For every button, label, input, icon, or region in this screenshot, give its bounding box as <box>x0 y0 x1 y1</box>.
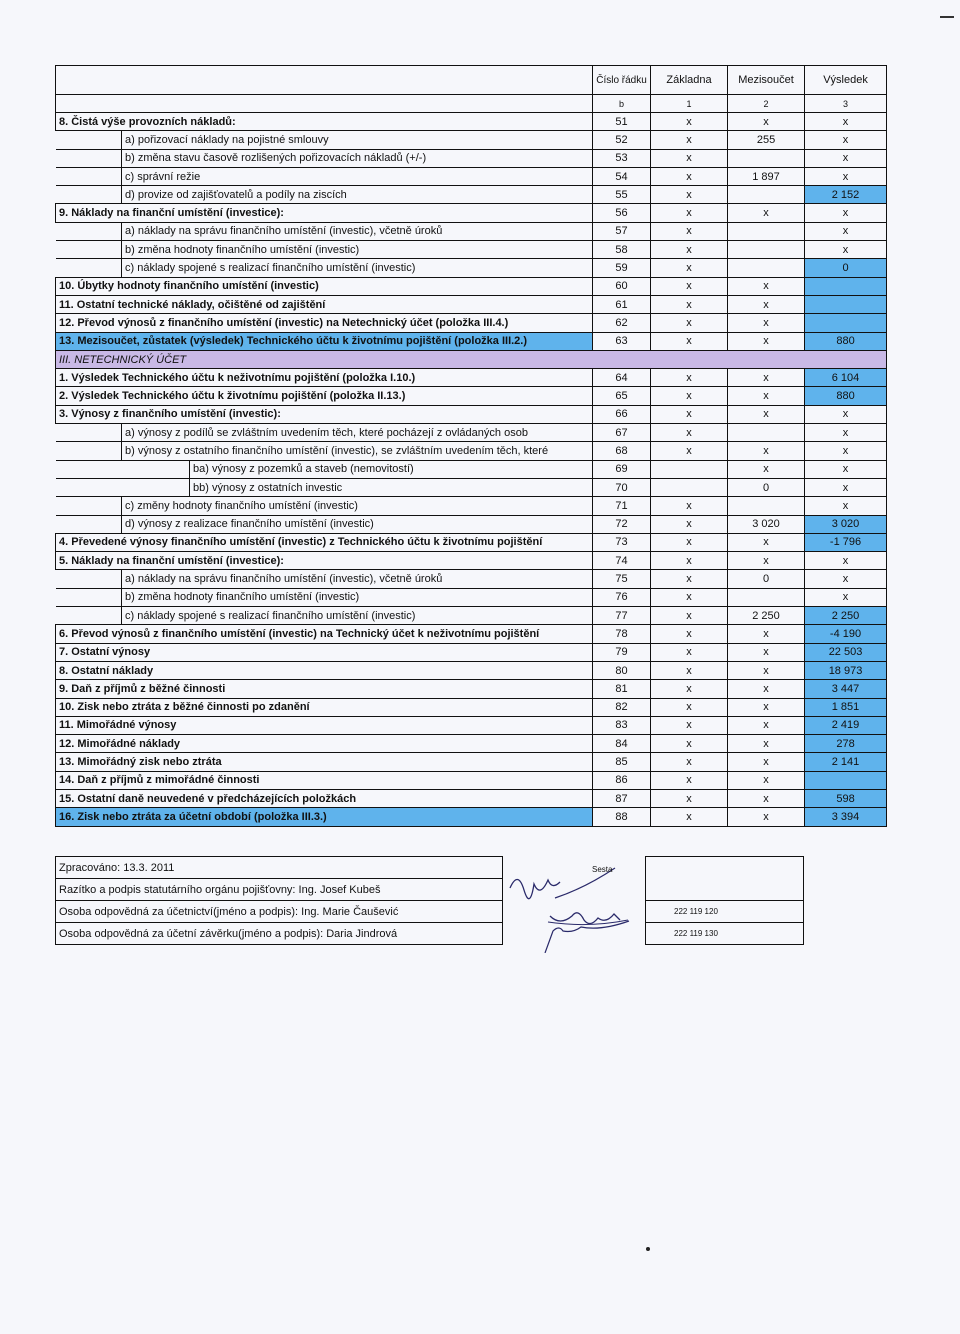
row-label: 3. Výnosy z finančního umístění (investic): <box>56 405 593 423</box>
vysledek-cell: x <box>805 552 887 570</box>
table-row <box>56 771 887 789</box>
indent-cell <box>56 131 122 149</box>
closing-person: Osoba odpovědná za účetní závěrku(jméno a podpis): Daria Jindrová <box>56 923 503 945</box>
row-label: ba) výnosy z pozemků a staveb (nemovitostí) <box>190 460 593 478</box>
handwritten-signatures <box>500 858 650 953</box>
vysledek-cell: 1 851 <box>805 698 887 716</box>
column-number-row <box>56 95 887 113</box>
zakladna-cell: x <box>651 204 728 222</box>
row-label: 9. Daň z příjmů z běžné činnosti <box>56 680 593 698</box>
row-label: c) náklady spojené s realizací finančního umístění (investic) <box>122 259 593 277</box>
statutory-body-signature: Razítko a podpis statutárního orgánu pojišťovny: Ing. Josef Kubeš <box>56 879 503 901</box>
section-row <box>56 350 887 368</box>
mezisoucet-cell <box>728 424 805 442</box>
zakladna-cell: x <box>651 241 728 259</box>
row-label: a) náklady na správu finančního umístění (investic), včetně úroků <box>122 222 593 240</box>
mezisoucet-cell: x <box>728 771 805 789</box>
table-row <box>56 789 887 807</box>
mezisoucet-cell: x <box>728 277 805 295</box>
table-row <box>56 478 887 496</box>
vysledek-cell: 880 <box>805 332 887 350</box>
mezisoucet-cell <box>728 259 805 277</box>
row-label: 8. Čistá výše provozních nákladů: <box>56 113 593 131</box>
col-1: 1 <box>651 95 728 113</box>
row-label: 5. Náklady na finanční umístění (investice): <box>56 552 593 570</box>
row-label: 1. Výsledek Technického účtu k neživotnímu pojištění (položka I.10.) <box>56 369 593 387</box>
indent-cell <box>56 222 122 240</box>
table-row <box>56 405 887 423</box>
indent-cell <box>56 478 190 496</box>
row-number: 62 <box>593 314 651 332</box>
vysledek-cell: 6 104 <box>805 369 887 387</box>
indent-cell <box>56 570 122 588</box>
vysledek-cell: 22 503 <box>805 643 887 661</box>
mezisoucet-cell: x <box>728 314 805 332</box>
table-row <box>56 314 887 332</box>
stray-dot <box>646 1247 650 1251</box>
section-title: III. NETECHNICKÝ ÚČET <box>56 350 887 368</box>
corner-mark <box>940 6 954 18</box>
mezisoucet-cell <box>728 186 805 204</box>
table-row <box>56 661 887 679</box>
zakladna-cell: x <box>651 131 728 149</box>
indent-cell <box>56 588 122 606</box>
technical-account-table <box>55 65 887 827</box>
table-row <box>56 533 887 551</box>
mezisoucet-cell: x <box>728 552 805 570</box>
zakladna-cell: x <box>651 149 728 167</box>
zakladna-cell: x <box>651 259 728 277</box>
zakladna-cell: x <box>651 314 728 332</box>
row-label: 14. Daň z příjmů z mimořádné činnosti <box>56 771 593 789</box>
row-number: 73 <box>593 533 651 551</box>
table-row <box>56 625 887 643</box>
mezisoucet-cell: x <box>728 405 805 423</box>
row-number: 60 <box>593 277 651 295</box>
zakladna-cell: x <box>651 186 728 204</box>
mezisoucet-cell: x <box>728 204 805 222</box>
mezisoucet-cell: x <box>728 716 805 734</box>
row-label: 6. Převod výnosů z finančního umístění (investic) na Technický účet k neživotnímu pojištění <box>56 625 593 643</box>
mezisoucet-cell: 255 <box>728 131 805 149</box>
indent-cell <box>56 167 122 185</box>
row-label: d) výnosy z realizace finančního umístění (investic) <box>122 515 593 533</box>
row-label: 9. Náklady na finanční umístění (investice): <box>56 204 593 222</box>
vysledek-cell: 2 141 <box>805 753 887 771</box>
zakladna-cell: x <box>651 680 728 698</box>
vysledek-cell: x <box>805 442 887 460</box>
table-row <box>56 332 887 350</box>
row-label: 12. Mimořádné náklady <box>56 735 593 753</box>
mezisoucet-cell <box>728 222 805 240</box>
row-number: 61 <box>593 295 651 313</box>
zakladna-cell: x <box>651 607 728 625</box>
row-label: 8. Ostatní náklady <box>56 661 593 679</box>
stamp-label: Sesta <box>592 865 613 874</box>
table-row <box>56 808 887 826</box>
row-label: c) správní režie <box>122 167 593 185</box>
row-number: 74 <box>593 552 651 570</box>
zakladna-cell: x <box>651 497 728 515</box>
header-blank <box>56 66 593 95</box>
row-number: 56 <box>593 204 651 222</box>
indent-cell <box>56 515 122 533</box>
table-row <box>56 570 887 588</box>
header-vysledek: Výsledek <box>805 66 887 95</box>
table-row <box>56 735 887 753</box>
mezisoucet-cell <box>728 149 805 167</box>
vysledek-cell: -4 190 <box>805 625 887 643</box>
indent-cell <box>56 497 122 515</box>
row-number: 52 <box>593 131 651 149</box>
mezisoucet-cell <box>728 497 805 515</box>
row-number: 54 <box>593 167 651 185</box>
row-label: 11. Ostatní technické náklady, očištěné od zajištění <box>56 295 593 313</box>
row-number: 77 <box>593 607 651 625</box>
mezisoucet-cell: x <box>728 680 805 698</box>
zakladna-cell: x <box>651 625 728 643</box>
vysledek-cell: x <box>805 113 887 131</box>
row-number: 72 <box>593 515 651 533</box>
mezisoucet-cell: x <box>728 387 805 405</box>
row-number: 53 <box>593 149 651 167</box>
vysledek-cell: 2 250 <box>805 607 887 625</box>
vysledek-cell: 3 020 <box>805 515 887 533</box>
mezisoucet-cell: x <box>728 643 805 661</box>
mezisoucet-cell <box>728 241 805 259</box>
row-number: 68 <box>593 442 651 460</box>
mezisoucet-cell: 0 <box>728 570 805 588</box>
header-mezisoucet: Mezisoučet <box>728 66 805 95</box>
row-label: 2. Výsledek Technického účtu k životnímu pojištění (položka II.13.) <box>56 387 593 405</box>
row-number: 67 <box>593 424 651 442</box>
zakladna-cell: x <box>651 533 728 551</box>
row-label: bb) výnosy z ostatních investic <box>190 478 593 496</box>
col-2: 2 <box>728 95 805 113</box>
mezisoucet-cell: 2 250 <box>728 607 805 625</box>
zakladna-cell: x <box>651 808 728 826</box>
row-number: 80 <box>593 661 651 679</box>
table-row <box>56 259 887 277</box>
vysledek-cell <box>805 277 887 295</box>
vysledek-cell: -1 796 <box>805 533 887 551</box>
vysledek-cell: x <box>805 405 887 423</box>
table-row <box>56 277 887 295</box>
signature-scribbles <box>500 858 650 953</box>
table-row <box>56 149 887 167</box>
vysledek-cell: x <box>805 241 887 259</box>
row-number: 82 <box>593 698 651 716</box>
vysledek-cell: 0 <box>805 259 887 277</box>
row-label: b) změna stavu časově rozlišených pořizovacích nákladů (+/-) <box>122 149 593 167</box>
zakladna-cell: x <box>651 570 728 588</box>
table-row <box>56 186 887 204</box>
prepared-date: Zpracováno: 13.3. 2011 <box>56 857 503 879</box>
vysledek-cell: 3 394 <box>805 808 887 826</box>
zakladna-cell: x <box>651 405 728 423</box>
indent-cell <box>56 607 122 625</box>
row-label: a) výnosy z podílů se zvláštním uvedením těch, které pocházejí z ovládaných osob <box>122 424 593 442</box>
vysledek-cell: 2 419 <box>805 716 887 734</box>
mezisoucet-cell: x <box>728 753 805 771</box>
zakladna-cell: x <box>651 716 728 734</box>
table-row <box>56 515 887 533</box>
vysledek-cell: x <box>805 478 887 496</box>
vysledek-cell <box>805 295 887 313</box>
row-number: 70 <box>593 478 651 496</box>
row-number: 65 <box>593 387 651 405</box>
header-zakladna: Základna <box>651 66 728 95</box>
table-row <box>56 387 887 405</box>
row-label: 4. Převedené výnosy finančního umístění (investic) z Technického účtu k životnímu pojištění <box>56 533 593 551</box>
vysledek-cell: x <box>805 149 887 167</box>
vysledek-cell: x <box>805 424 887 442</box>
zakladna-cell: x <box>651 552 728 570</box>
row-label: 10. Úbytky hodnoty finančního umístění (investic) <box>56 277 593 295</box>
zakladna-cell: x <box>651 442 728 460</box>
indent-cell <box>56 259 122 277</box>
zakladna-cell: x <box>651 588 728 606</box>
table-row <box>56 643 887 661</box>
mezisoucet-cell: x <box>728 442 805 460</box>
vysledek-cell: x <box>805 497 887 515</box>
zakladna-cell: x <box>651 698 728 716</box>
mezisoucet-cell: x <box>728 369 805 387</box>
column-number-blank <box>56 95 593 113</box>
vysledek-cell <box>805 771 887 789</box>
vysledek-cell: x <box>805 588 887 606</box>
table-row <box>56 222 887 240</box>
row-label: 13. Mezisoučet, zůstatek (výsledek) Technického účtu k životnímu pojištění (položka III.2.) <box>56 332 593 350</box>
header-row <box>56 66 887 95</box>
row-label: c) změny hodnoty finančního umístění (investic) <box>122 497 593 515</box>
table-row <box>56 131 887 149</box>
row-number: 81 <box>593 680 651 698</box>
vysledek-cell: x <box>805 222 887 240</box>
row-number: 76 <box>593 588 651 606</box>
zakladna-cell: x <box>651 661 728 679</box>
table-row <box>56 680 887 698</box>
indent-cell <box>56 241 122 259</box>
indent-cell <box>56 186 122 204</box>
vysledek-cell: x <box>805 460 887 478</box>
phone-closing: 222 119 130 <box>646 923 804 945</box>
col-b: b <box>593 95 651 113</box>
row-number: 87 <box>593 789 651 807</box>
table-row <box>56 607 887 625</box>
zakladna-cell <box>651 478 728 496</box>
table-row <box>56 716 887 734</box>
mezisoucet-cell: x <box>728 533 805 551</box>
vysledek-cell: 278 <box>805 735 887 753</box>
row-number: 51 <box>593 113 651 131</box>
row-label: c) náklady spojené s realizací finančního umístění (investic) <box>122 607 593 625</box>
mezisoucet-cell <box>728 588 805 606</box>
row-label: 7. Ostatní výnosy <box>56 643 593 661</box>
row-number: 79 <box>593 643 651 661</box>
row-label: b) změna hodnoty finančního umístění (investic) <box>122 241 593 259</box>
row-label: d) provize od zajišťovatelů a podíly na ziscích <box>122 186 593 204</box>
table-row <box>56 588 887 606</box>
row-number: 66 <box>593 405 651 423</box>
zakladna-cell: x <box>651 295 728 313</box>
row-number: 63 <box>593 332 651 350</box>
zakladna-cell: x <box>651 222 728 240</box>
row-number: 59 <box>593 259 651 277</box>
indent-cell <box>56 442 122 460</box>
table-row <box>56 295 887 313</box>
header-cislo-radku: Číslo řádku <box>593 66 651 95</box>
table-row <box>56 424 887 442</box>
row-label: 13. Mimořádný zisk nebo ztráta <box>56 753 593 771</box>
row-number: 58 <box>593 241 651 259</box>
row-label: 10. Zisk nebo ztráta z běžné činnosti po zdanění <box>56 698 593 716</box>
vysledek-cell: 18 973 <box>805 661 887 679</box>
mezisoucet-cell: 3 020 <box>728 515 805 533</box>
row-number: 85 <box>593 753 651 771</box>
phone-accounting: 222 119 120 <box>646 901 804 923</box>
vysledek-cell: 880 <box>805 387 887 405</box>
accounting-person: Osoba odpovědná za účetnictví(jméno a podpis): Ing. Marie Čaušević <box>56 901 503 923</box>
mezisoucet-cell: 1 897 <box>728 167 805 185</box>
zakladna-cell: x <box>651 332 728 350</box>
indent-cell <box>56 149 122 167</box>
mezisoucet-cell: x <box>728 789 805 807</box>
zakladna-cell: x <box>651 387 728 405</box>
vysledek-cell: 3 447 <box>805 680 887 698</box>
row-label: a) náklady na správu finančního umístění (investic), včetně úroků <box>122 570 593 588</box>
mezisoucet-cell: x <box>728 661 805 679</box>
row-number: 69 <box>593 460 651 478</box>
mezisoucet-cell: x <box>728 625 805 643</box>
table-row <box>56 113 887 131</box>
table-row <box>56 167 887 185</box>
mezisoucet-cell: x <box>728 113 805 131</box>
row-label: b) výnosy z ostatního finančního umístění (investic), se zvláštním uvedením těch, které <box>122 442 593 460</box>
vysledek-cell: 598 <box>805 789 887 807</box>
row-label: 16. Zisk nebo ztráta za účetní období (položka III.3.) <box>56 808 593 826</box>
row-number: 83 <box>593 716 651 734</box>
vysledek-cell: x <box>805 570 887 588</box>
mezisoucet-cell: 0 <box>728 478 805 496</box>
table-row <box>56 369 887 387</box>
vysledek-cell: 2 152 <box>805 186 887 204</box>
mezisoucet-cell: x <box>728 808 805 826</box>
col-3: 3 <box>805 95 887 113</box>
vysledek-cell: x <box>805 167 887 185</box>
row-number: 75 <box>593 570 651 588</box>
table-row <box>56 552 887 570</box>
row-number: 78 <box>593 625 651 643</box>
zakladna-cell: x <box>651 113 728 131</box>
row-number: 71 <box>593 497 651 515</box>
zakladna-cell: x <box>651 277 728 295</box>
row-number: 88 <box>593 808 651 826</box>
zakladna-cell: x <box>651 789 728 807</box>
mezisoucet-cell: x <box>728 460 805 478</box>
table-row <box>56 460 887 478</box>
table-row <box>56 204 887 222</box>
table-row <box>56 497 887 515</box>
zakladna-cell: x <box>651 515 728 533</box>
table-row <box>56 753 887 771</box>
zakladna-cell: x <box>651 424 728 442</box>
row-label: a) pořizovací náklady na pojistné smlouvy <box>122 131 593 149</box>
mezisoucet-cell: x <box>728 332 805 350</box>
vysledek-cell <box>805 314 887 332</box>
zakladna-cell: x <box>651 167 728 185</box>
row-number: 64 <box>593 369 651 387</box>
vysledek-cell: x <box>805 204 887 222</box>
signature-table <box>55 856 804 945</box>
indent-cell <box>56 424 122 442</box>
indent-cell <box>56 460 190 478</box>
row-number: 57 <box>593 222 651 240</box>
zakladna-cell: x <box>651 735 728 753</box>
table-row <box>56 698 887 716</box>
zakladna-cell: x <box>651 369 728 387</box>
row-label: 11. Mimořádné výnosy <box>56 716 593 734</box>
stamp-box <box>646 857 804 901</box>
vysledek-cell: x <box>805 131 887 149</box>
mezisoucet-cell: x <box>728 735 805 753</box>
mezisoucet-cell: x <box>728 295 805 313</box>
zakladna-cell: x <box>651 753 728 771</box>
row-number: 55 <box>593 186 651 204</box>
row-label: b) změna hodnoty finančního umístění (investic) <box>122 588 593 606</box>
row-number: 86 <box>593 771 651 789</box>
zakladna-cell: x <box>651 643 728 661</box>
table-row <box>56 442 887 460</box>
zakladna-cell: x <box>651 771 728 789</box>
table-row <box>56 241 887 259</box>
zakladna-cell <box>651 460 728 478</box>
mezisoucet-cell: x <box>728 698 805 716</box>
row-label: 15. Ostatní daně neuvedené v předcházejících položkách <box>56 789 593 807</box>
row-number: 84 <box>593 735 651 753</box>
row-label: 12. Převod výnosů z finančního umístění (investic) na Netechnický účet (položka III.4.) <box>56 314 593 332</box>
